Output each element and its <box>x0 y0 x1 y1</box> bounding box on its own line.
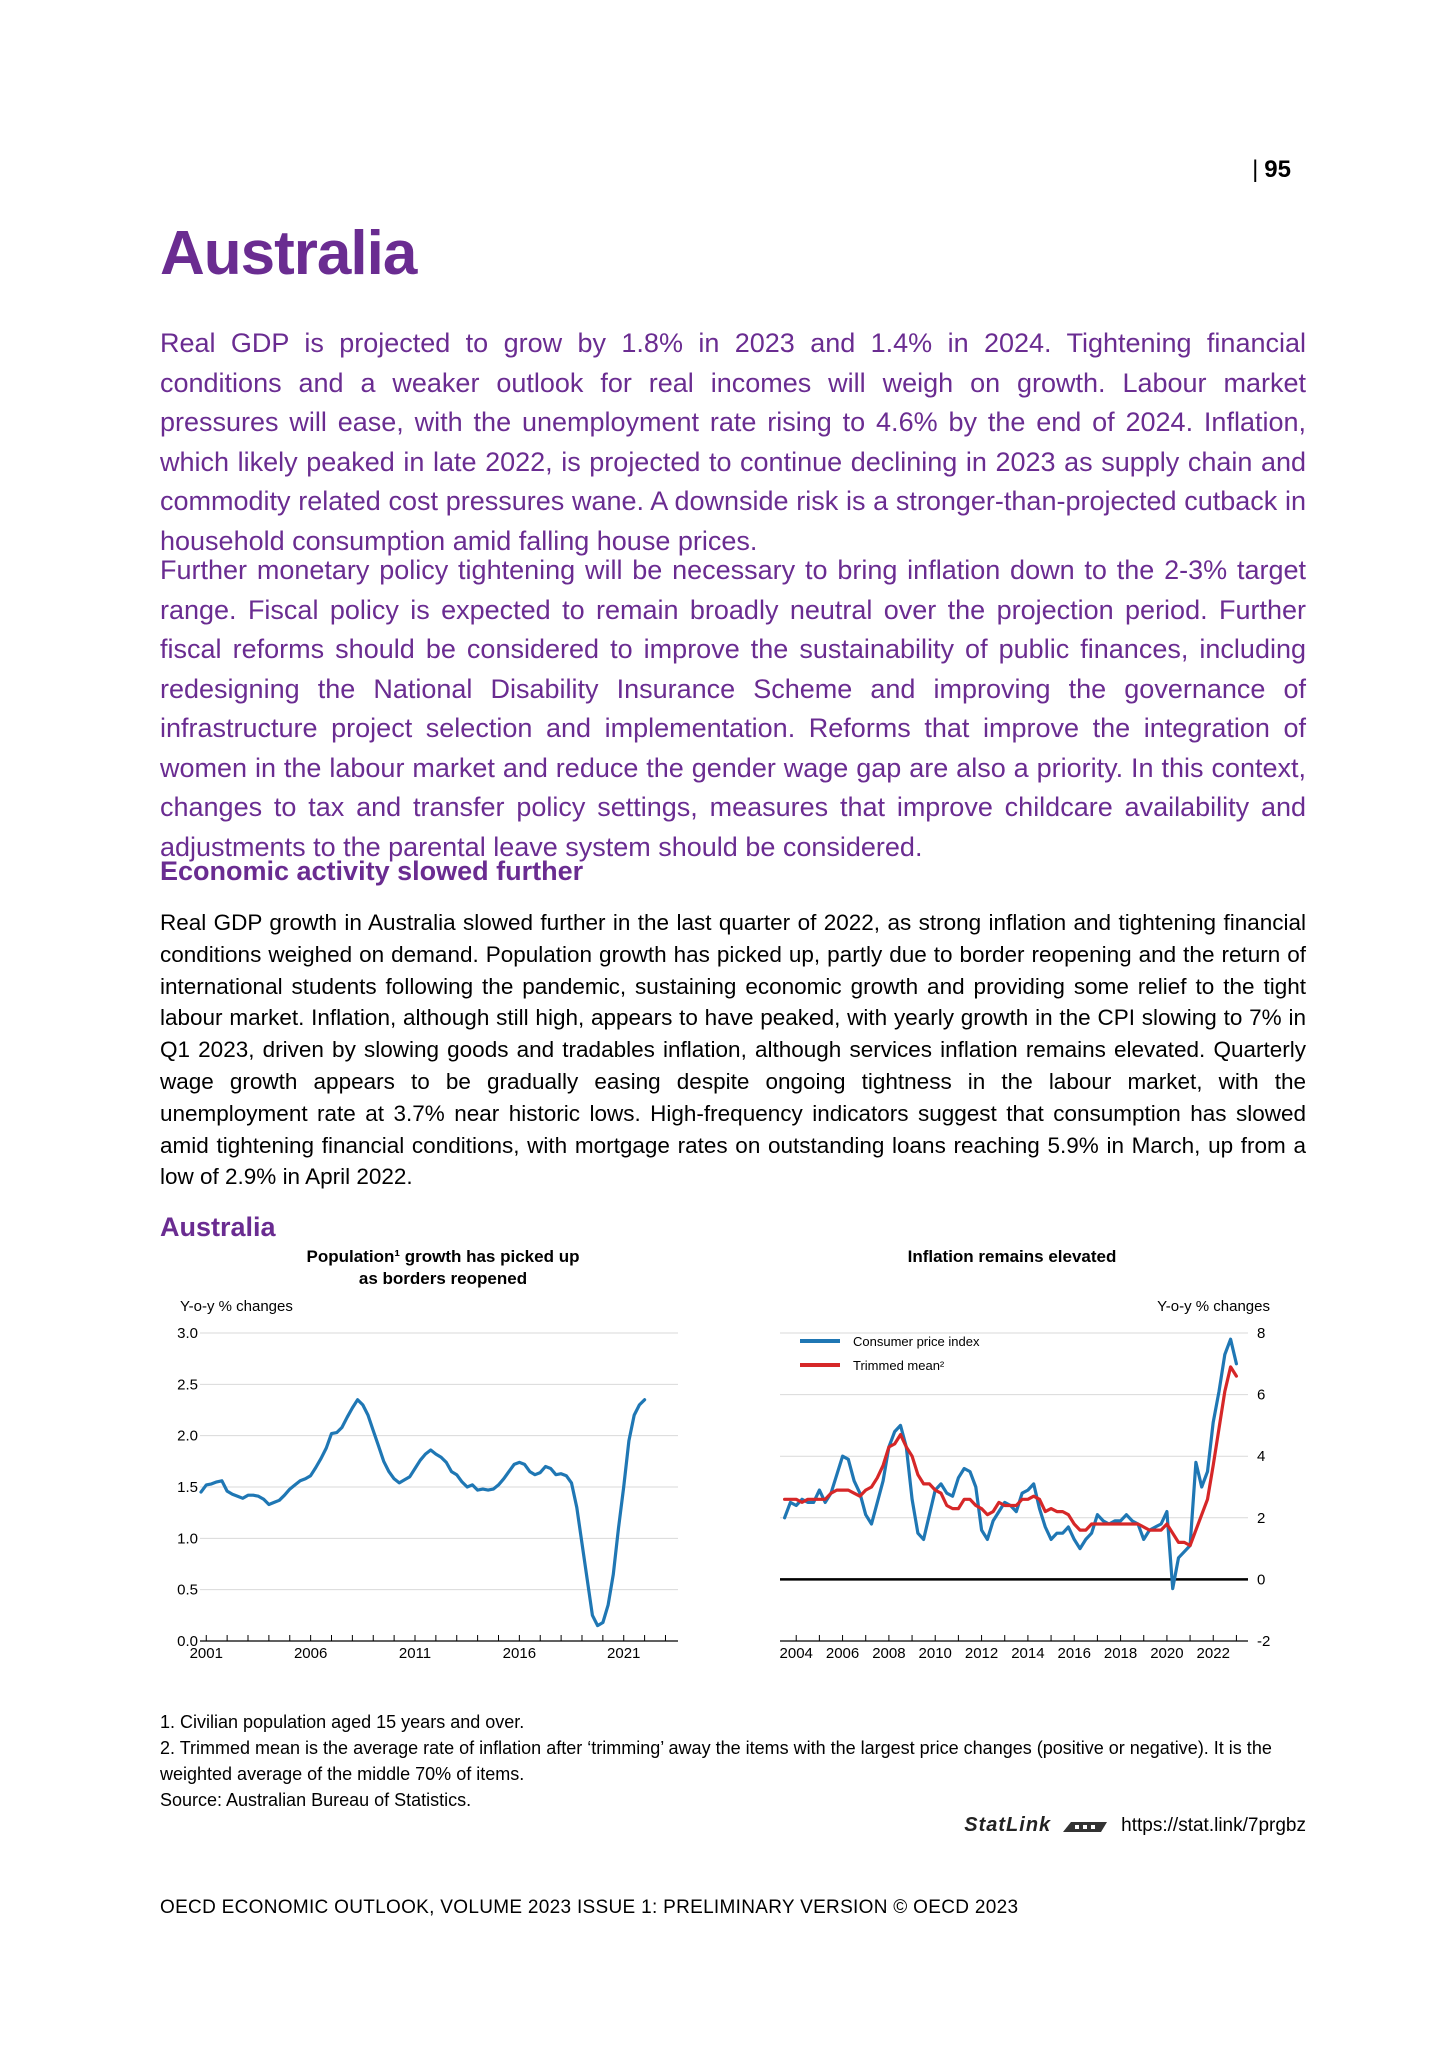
population-growth-chart <box>160 1238 700 1678</box>
statlink-brand: StatLink <box>964 1814 1052 1836</box>
x-tick-label: 2021 <box>607 1645 641 1662</box>
x-tick-label: 2018 <box>1103 1645 1138 1662</box>
y-tick-label: 2 <box>1257 1509 1266 1527</box>
y-axis-label: Y-o-y % changes <box>180 1298 293 1315</box>
y-tick-label: 1.0 <box>177 1530 198 1548</box>
footnote-2: 2. Trimmed mean is the average rate of inflation after ‘trimming’ away the items with the largest price changes (positive or negative). It is the weighted average of the middle 70% of items. <box>160 1738 1272 1784</box>
country-title: Australia <box>160 219 417 288</box>
y-axis-label: Y-o-y % changes <box>1157 1298 1270 1315</box>
statlink <box>964 1814 1306 1837</box>
footnote-1: 1. Civilian population aged 15 years and over. <box>160 1712 525 1732</box>
x-tick-label: 2011 <box>398 1645 432 1662</box>
y-tick-label: 0.5 <box>177 1581 198 1599</box>
y-tick-label: 0.0 <box>177 1633 198 1650</box>
x-tick-label: 2016 <box>502 1645 537 1662</box>
page-footer: OECD ECONOMIC OUTLOOK, VOLUME 2023 ISSUE 1: PRELIMINARY VERSION © OECD 2023 <box>160 1897 1019 1918</box>
chart-title: as borders reopened <box>358 1269 528 1288</box>
x-tick-label: 2004 <box>779 1645 813 1662</box>
figure-title: Australia <box>160 1212 276 1242</box>
x-tick-label: 2006 <box>825 1645 860 1662</box>
y-tick-label: 0 <box>1257 1571 1266 1589</box>
statlink-logo-icon <box>1061 1819 1111 1833</box>
inflation-chart <box>760 1238 1300 1678</box>
x-tick-label: 2012 <box>964 1645 999 1662</box>
summary-paragraph: Further monetary policy tightening will be necessary to bring inflation down to the 2-3% target range. Fiscal policy is expected to remain broadly neutral over the projection period. Further fiscal reforms should be considered to improve the sustainability of public finances, including redesigning the National Disability Insurance Scheme and improving the governance of infrastructure project selection and implementation. Reforms that improve the integration of women in the labour market and reduce the gender wage gap are also a priority. In this context, changes to tax and transfer policy settings, measures that improve childcare availability and adjustments to the parental leave system should be considered. <box>160 555 1306 862</box>
x-tick-label: 2006 <box>293 1645 328 1662</box>
page-number-separator: | <box>1252 156 1259 183</box>
legend-label: Trimmed mean² <box>853 1358 945 1373</box>
chart-title: Population¹ growth has picked up <box>306 1247 580 1266</box>
y-tick-label: 2.0 <box>177 1427 198 1445</box>
x-tick-label: 2020 <box>1150 1645 1184 1662</box>
section-heading: Economic activity slowed further <box>160 856 584 886</box>
y-tick-label: 4 <box>1257 1448 1266 1466</box>
x-tick-label: 2016 <box>1057 1645 1091 1662</box>
y-tick-label: 1.5 <box>177 1479 198 1496</box>
body-paragraph: Real GDP growth in Australia slowed further in the last quarter of 2022, as strong inflation and tightening financial conditions weighed on demand. Population growth has picked up, partly due to border reopening and the return of international students following the pandemic, sustaining economic growth and providing some relief to the tight labour market. Inflation, although still high, appears to have peaked, with yearly growth in the CPI slowing to 7% in Q1 2023, driven by slowing goods and tradables inflation, although services inflation remains elevated. Quarterly wage growth appears to be gradually easing despite ongoing tightness in the labour market, with the unemployment rate at 3.7% near historic lows. High-frequency indicators suggest that consumption has slowed amid tightening financial conditions, with mortgage rates on outstanding loans reaching 5.9% in March, up from a low of 2.9% in April 2022. <box>160 910 1306 1190</box>
page-number <box>1252 156 1291 184</box>
y-tick-label: 6 <box>1257 1386 1266 1404</box>
series-line <box>785 1339 1237 1588</box>
page-number-value: 95 <box>1264 156 1291 183</box>
source-note: Source: Australian Bureau of Statistics. <box>160 1790 472 1810</box>
legend-label: Consumer price index <box>853 1334 980 1349</box>
series-line <box>201 1400 645 1626</box>
y-tick-label: 3.0 <box>177 1325 198 1342</box>
x-tick-label: 2001 <box>189 1645 223 1662</box>
x-tick-label: 2010 <box>918 1645 952 1662</box>
x-tick-label: 2022 <box>1196 1645 1230 1662</box>
statlink-url[interactable]: https://stat.link/7prgbz <box>1121 1814 1306 1836</box>
chart-title: Inflation remains elevated <box>907 1247 1117 1266</box>
y-tick-label: 8 <box>1257 1325 1266 1342</box>
x-tick-label: 2014 <box>1011 1645 1045 1662</box>
summary-paragraph: Real GDP is projected to grow by 1.8% in 2023 and 1.4% in 2024. Tightening financial conditions and a weaker outlook for real incomes will weigh on growth. Labour market pressures will ease, with the unemployment rate rising to 4.6% by the end of 2024. Inflation, which likely peaked in late 2022, is projected to continue declining in 2023 as supply chain and commodity related cost pressures wane. A downside risk is a stronger-than-projected cutback in household consumption amid falling house prices. <box>160 328 1306 556</box>
x-tick-label: 2008 <box>872 1645 906 1662</box>
y-tick-label: 2.5 <box>177 1376 198 1394</box>
y-tick-label: -2 <box>1257 1633 1271 1650</box>
